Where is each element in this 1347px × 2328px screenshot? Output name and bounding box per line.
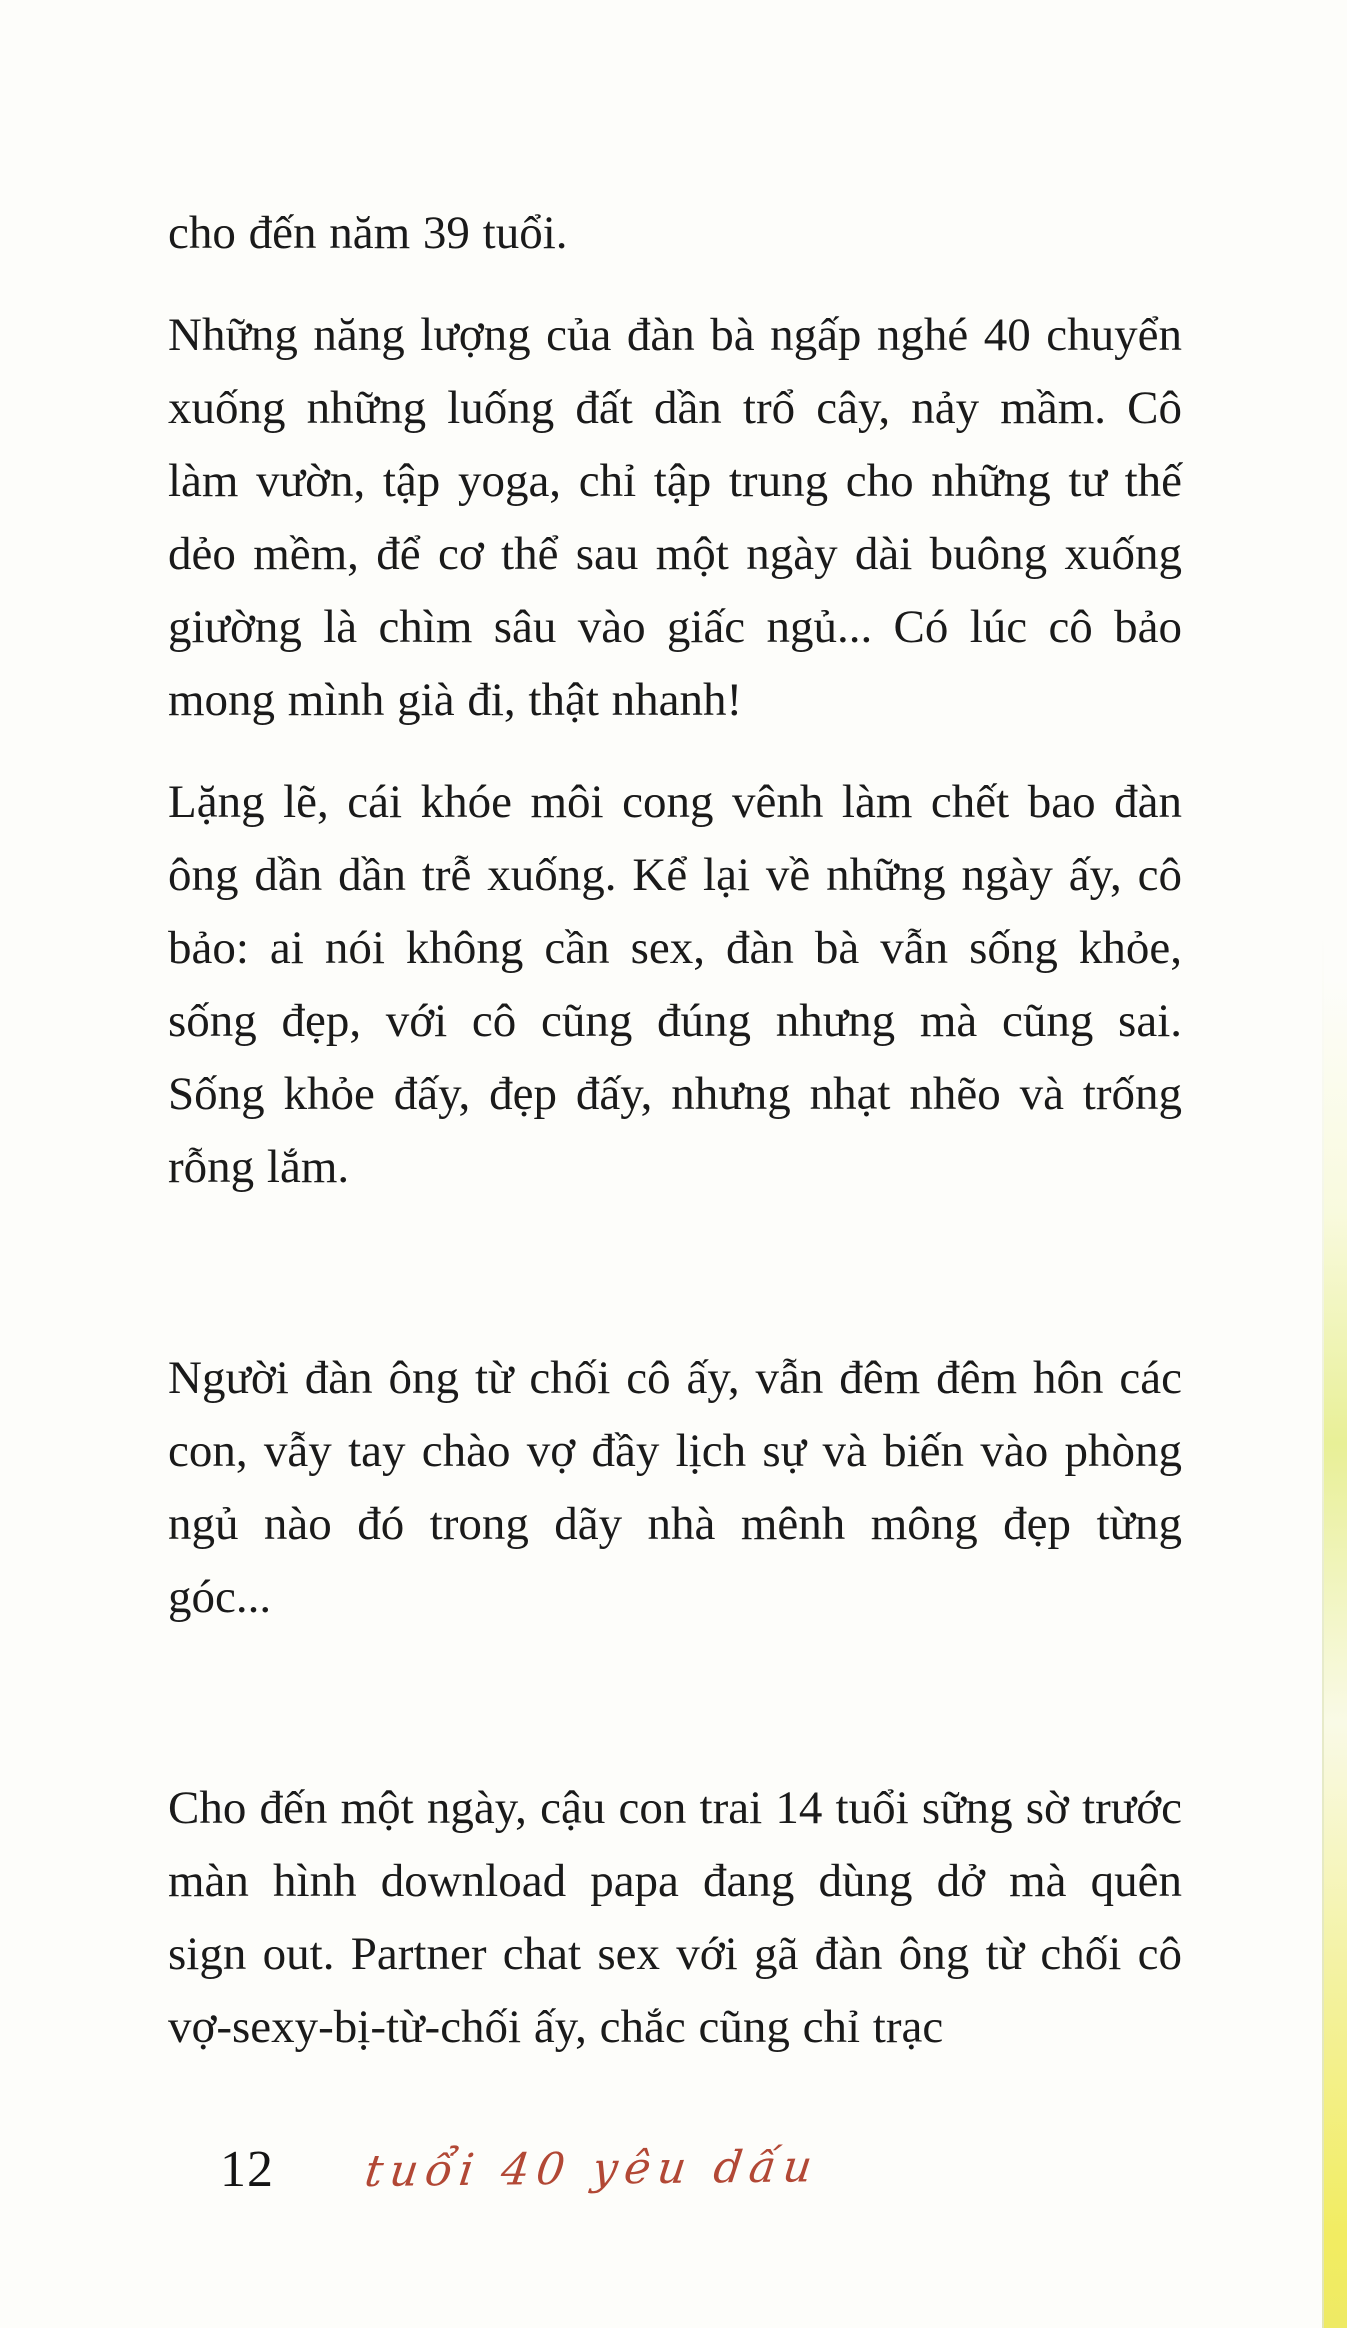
scanned-page-edge bbox=[1324, 0, 1347, 2328]
body-text-block bbox=[168, 197, 1182, 2093]
paragraph: Lặng lẽ, cái khóe môi cong vênh làm chết bao đàn ông dần dần trễ xuống. Kể lại về những ngày ấy, cô bảo: ai nói không cần sex, đàn bà vẫn sống khỏe, sống đẹp, với cô cũng đúng nhưng mà cũng sai. Sống khỏe đấy, đẹp đấy, nhưng nhạt nhẽo và trống rỗng lắm. bbox=[168, 776, 1182, 1193]
page-number: 12 bbox=[220, 2141, 274, 2198]
book-title-handwritten: tuổi 40 yêu dấu bbox=[362, 2141, 822, 2197]
paragraph-continuation: cho đến năm 39 tuổi. bbox=[168, 207, 568, 259]
paragraph: Những năng lượng của đàn bà ngấp nghé 40 chuyển xuống những luống đất dần trổ cây, nảy mầm. Cô làm vườn, tập yoga, chỉ tập trung cho những tư thế dẻo mềm, để cơ thể sau một ngày dài buông xuống giường là chìm sâu vào giấc ngủ... Có lúc cô bảo mong mình già đi, thật nhanh! bbox=[168, 309, 1182, 726]
paragraph: Người đàn ông từ chối cô ấy, vẫn đêm đêm hôn các con, vẫy tay chào vợ đầy lịch sự và biến vào phòng ngủ nào đó trong dãy nhà mênh mông đẹp từng góc... bbox=[168, 1352, 1182, 1623]
page-footer bbox=[220, 2140, 822, 2199]
paragraph: Cho đến một ngày, cậu con trai 14 tuổi sững sờ trước màn hình download papa đang dùng dở mà quên sign out. Partner chat sex với gã đàn ông từ chối cô vợ-sexy-bị-từ-chối ấy, chắc cũng chỉ trạc bbox=[168, 1782, 1182, 2053]
